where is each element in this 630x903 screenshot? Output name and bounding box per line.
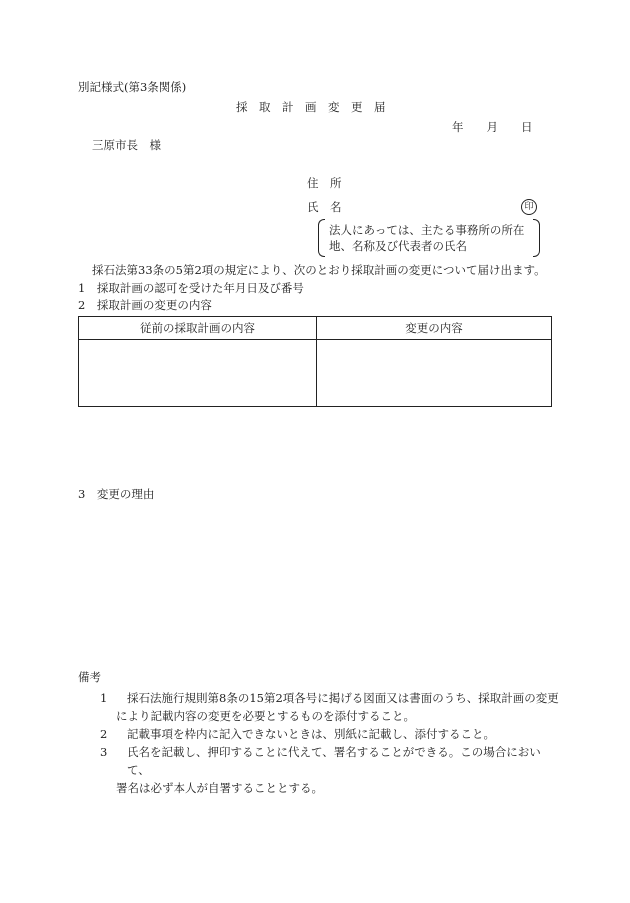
item-2: 2 採取計画の変更の内容 xyxy=(78,298,212,312)
header-before: 従前の採取計画の内容 xyxy=(79,317,317,340)
remarks-list xyxy=(100,689,560,797)
remark-line1: 氏名を記載し、押印することに代えて、署名することができる。この場合において、 xyxy=(127,745,541,777)
left-bracket xyxy=(318,219,325,257)
table-header-row xyxy=(79,317,552,340)
remark-line2: 署名は必ず本人が自署することとする。 xyxy=(116,781,323,795)
corporate-note-line1: 法人にあっては、主たる事務所の所在 xyxy=(329,223,525,237)
corporate-note-line2: 地、名称及び代表者の氏名 xyxy=(329,239,467,253)
remark-line2: により記載内容の変更を必要とするものを添付すること。 xyxy=(116,709,415,723)
corporate-note-text xyxy=(329,222,524,254)
header-after: 変更の内容 xyxy=(317,317,552,340)
change-table xyxy=(78,316,552,407)
item-3: 3 変更の理由 xyxy=(78,487,155,501)
remark-3 xyxy=(100,743,560,797)
form-label: 別記様式(第3条関係) xyxy=(78,80,187,94)
name-label: 氏 名 xyxy=(307,200,342,214)
remark-number: 2 xyxy=(100,727,108,741)
seal-icon: 印 xyxy=(521,199,537,215)
remark-number: 3 xyxy=(100,745,108,759)
addressee: 三原市長 様 xyxy=(92,138,161,152)
page-title: 採 取 計 画 変 更 届 xyxy=(236,100,386,114)
right-bracket xyxy=(533,219,540,257)
remark-2 xyxy=(100,725,560,743)
table-row xyxy=(79,340,552,407)
remark-1 xyxy=(100,689,560,725)
cell-before xyxy=(79,340,317,407)
date-line: 年 月 日 xyxy=(452,120,533,134)
remark-number: 1 xyxy=(100,691,108,705)
intro-text: 採石法第33条の5第2項の規定により、次のとおり採取計画の変更について届け出ます。 xyxy=(92,263,546,277)
address-label: 住 所 xyxy=(307,176,342,190)
corporate-note xyxy=(318,219,540,257)
remark-line1: 記載事項を枠内に記入できないときは、別紙に記載し、添付すること。 xyxy=(127,727,495,741)
remarks-heading: 備考 xyxy=(78,670,101,684)
remark-line1: 採石法施行規則第8条の15第2項各号に掲げる図面又は書面のうち、採取計画の変更 xyxy=(127,691,559,705)
item-1: 1 採取計画の認可を受けた年月日及び番号 xyxy=(78,281,304,295)
cell-after xyxy=(317,340,552,407)
